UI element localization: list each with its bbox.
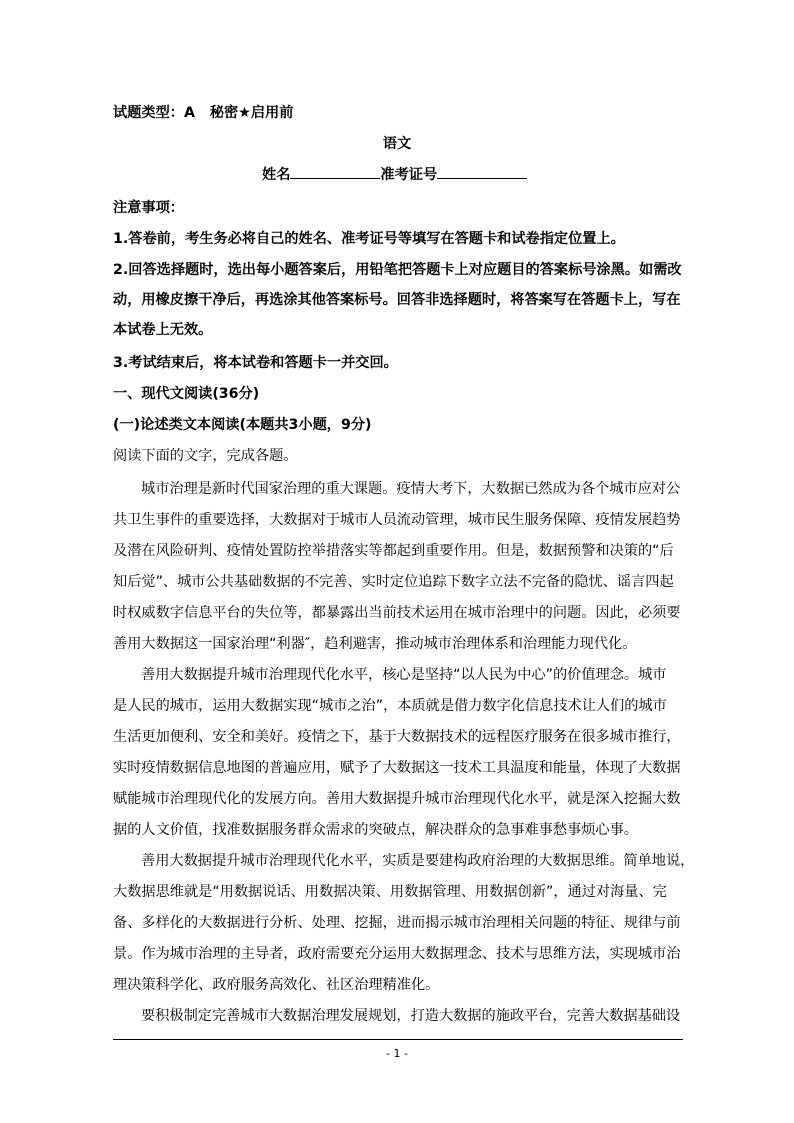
notice-item-2-line-3: 本试卷上无效。	[113, 322, 213, 338]
passage-line: 大数据思维就是“用数据说话、用数据决策、用数据管理、用数据创新”，通过对海量、完	[113, 884, 667, 900]
passage-line: 实时疫情数据信息地图的普遍应用，赋予了大数据这一技术工具温度和能量，体现了大数据	[113, 760, 681, 776]
passage-line: 共卫生事件的重要选择，大数据对于城市人员流动管理，城市民生服务保障、疫情发展趋势	[113, 512, 681, 528]
reading-instruction: 阅读下面的文字，完成各题。	[113, 448, 298, 464]
passage-line: 是人民的城市，运用大数据实现“城市之治”，本质就是借力数字化信息技术让人们的城市	[113, 698, 667, 714]
notice-title: 注意事项：	[113, 200, 184, 216]
passage-line: 城市治理是新时代国家治理的重大课题。疫情大考下，大数据已然成为各个城市应对公	[141, 481, 681, 497]
passage-line: 备、多样化的大数据进行分析、处理、挖掘，进而揭示城市治理相关问题的特征、规律与前	[113, 915, 681, 931]
passage-line: 赋能城市治理现代化的发展方向。善用大数据提升城市治理现代化水平，就是深入挖掘大数	[113, 791, 681, 807]
passage-line: 据的人文价值，找准数据服务群众需求的突破点，解决群众的急事难事愁事烦心事。	[113, 822, 638, 838]
exam-type-label: 试题类型：A	[113, 105, 195, 121]
notice-item-1: 1.答卷前，考生务必将自己的姓名、准考证号等填写在答题卡和试卷指定位置上。	[113, 231, 625, 247]
section-title: 一、现代文阅读(36分)	[113, 386, 260, 402]
passage-line: 善用大数据提升城市治理现代化水平，核心是坚持“以人民为中心”的价值理念。城市	[141, 667, 667, 683]
id-label: 准考证号	[380, 167, 438, 183]
passage-line: 善用大数据这一国家治理“利器″，趋利避害，推动城市治理体系和治理能力现代化。	[113, 636, 637, 652]
notice-item-2-line-1: 2.回答选择题时，选出每小题答案后，用铅笔把答题卡上对应题目的答案标号涂黑。如需改	[113, 262, 682, 278]
footer-divider	[113, 1039, 683, 1040]
passage-line: 理决策科学化、政府服务高效化、社区治理精准化。	[113, 977, 440, 993]
passage-line: 时权威数字信息平台的失位等，都暴露出当前技术运用在城市治理中的问题。因此，必须要	[113, 605, 681, 621]
passage-line: 善用大数据提升城市治理现代化水平，实质是要建构政府治理的大数据思维。简单地说，	[141, 853, 695, 869]
subsection-title: (一)论述类文本阅读(本题共3小题，9分)	[113, 417, 372, 433]
id-blank	[437, 164, 527, 179]
identity-line	[262, 164, 562, 185]
name-blank	[290, 164, 380, 179]
notice-item-3: 3.考试结束后，将本试卷和答题卡一并交回。	[113, 355, 398, 371]
passage-line: 要积极制定完善城市大数据治理发展规划，打造大数据的施政平台，完善大数据基础设	[141, 1008, 681, 1024]
passage-line: 景。作为城市治理的主导者，政府需要充分运用大数据理念、技术与思维方法，实现城市治	[113, 946, 681, 962]
secret-label: 秘密★启用前	[209, 105, 294, 121]
page-number: - 1 -	[386, 1047, 408, 1060]
passage-line: 及潜在风险研判、疫情处置防控举措落实等都起到重要作用。但是，数据预警和决策的“后	[113, 543, 674, 559]
subject-title: 语文	[382, 136, 412, 152]
passage-line: 知后觉”、城市公共基础数据的不完善、实时定位追踪下数字立法不完备的隐忧、谣言四起	[113, 574, 674, 590]
name-label: 姓名	[262, 167, 291, 183]
header-line	[113, 103, 683, 123]
passage-line: 生活更加便利、安全和美好。疫情之下，基于大数据技术的远程医疗服务在很多城市推行，	[113, 729, 681, 745]
notice-item-2-line-2: 动，用橡皮擦干净后，再选涂其他答案标号。回答非选择题时，将答案写在答题卡上，写在	[113, 292, 681, 308]
